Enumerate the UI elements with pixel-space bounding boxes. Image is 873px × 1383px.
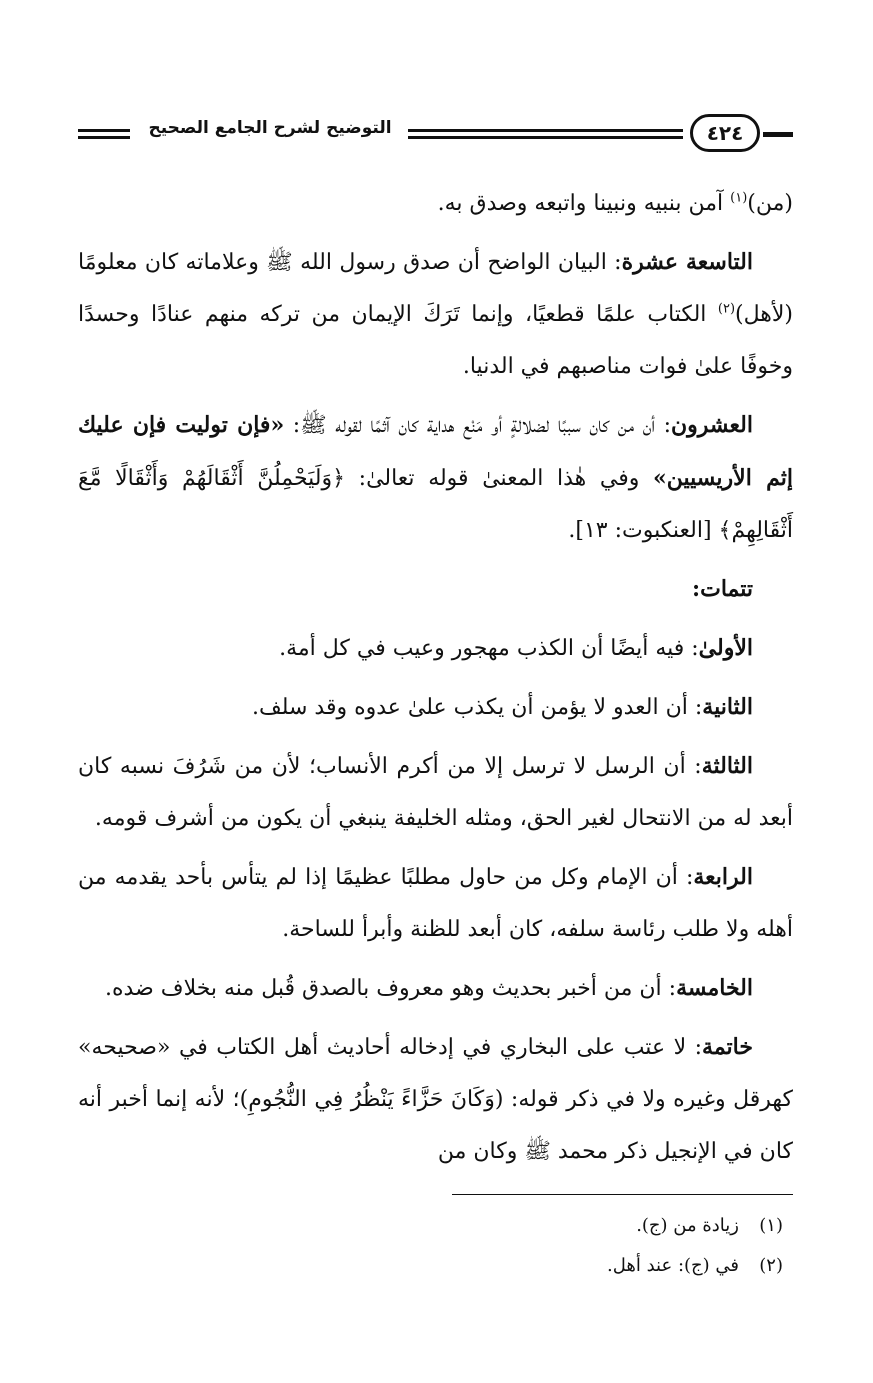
- quran-verse: ﴿وَلَيَحْمِلُنَّ أَثْقَالَهُمْ وَأَثْقَالًا مَّعَ أَثْقَالِهِمْ﴾: [78, 466, 793, 543]
- running-header: [78, 112, 793, 162]
- paragraph-twentieth: [78, 399, 793, 557]
- header-double-rule-left: [78, 129, 130, 139]
- page-number-badge: ٤٢٤: [690, 114, 760, 152]
- paragraph-heading: الرابعة: [693, 864, 753, 890]
- footnote-text: زيادة من (ج).: [636, 1215, 739, 1236]
- paragraph-heading: خاتمة: [702, 1034, 753, 1060]
- paragraph-text: : أن من كان سببًا لضلالةٍ أو مَنْع هداية كان آثمًا لقوله ﷺ:: [292, 413, 672, 438]
- paragraph-heading: التاسعة عشرة: [621, 249, 753, 275]
- footnote-number: (١): [759, 1215, 783, 1236]
- paragraph-first: [78, 622, 793, 675]
- footnote-text: في (ج): عند أهل.: [607, 1255, 739, 1276]
- paragraph-text: الكتاب علمًا قطعيًا، وإنما تَرَكَ الإيمان من تركه منهم عنادًا وحسدًا وخوفًا علىٰ فوات مناصبهم في الدنيا.: [78, 302, 793, 379]
- paragraph-text: آمن بنبيه ونبينا واتبعه وصدق به.: [437, 191, 731, 216]
- hadith-quote: «فإن توليت فإن عليك إثم الأريسيين»: [78, 412, 793, 491]
- paragraph-text: : فيه أيضًا أن الكذب مهجور وعيب في كل أمة.: [279, 636, 699, 661]
- paragraph-text: : أن من أخبر بحديث وهو معروف بالصدق قُبل منه بخلاف ضده.: [105, 976, 677, 1001]
- paragraph-conclusion: [78, 1021, 793, 1178]
- footnote-ref-2: (٢): [717, 301, 736, 317]
- paragraph-text: : أن الإمام وكل من حاول مطلبًا عظيمًا إذا لم يتأس بأحد يقدمه من أهله ولا طلب رئاسة سلفه، كان أبعد للظنة وأبرأ للساحة.: [78, 865, 793, 942]
- section-heading-supplements: [78, 563, 793, 616]
- footnote-2: [78, 1246, 793, 1286]
- paragraph-heading: الخامسة: [676, 975, 753, 1001]
- verse-citation: [العنكبوت: ١٣].: [568, 518, 719, 543]
- paragraph-heading: الثالثة: [701, 753, 753, 779]
- header-double-rule-middle: [408, 129, 683, 139]
- footnote-separator: [452, 1194, 793, 1195]
- paragraph-third: [78, 740, 793, 845]
- paragraph-fifth: [78, 962, 793, 1015]
- page-body: [78, 178, 793, 1184]
- paragraph-text: (من): [747, 191, 793, 216]
- paragraph-nineteenth: [78, 236, 793, 393]
- header-rule-right: [763, 132, 793, 137]
- footnote-number: (٢): [759, 1255, 783, 1276]
- paragraph-continuation: [78, 178, 793, 230]
- paragraph-text: : البيان الواضح أن صدق رسول الله ﷺ وعلاماته كان معلومًا (لأهل): [78, 250, 793, 327]
- section-heading: تتمات:: [691, 576, 753, 602]
- paragraph-second: [78, 681, 793, 734]
- paragraph-text: : أن الرسل لا ترسل إلا من أكرم الأنساب؛ لأن من شَرُفَ نسبه كان أبعد له من الانتحال لغير الحق، ومثله الخليفة ينبغي أن يكون من أشرف قومه.: [78, 754, 793, 831]
- paragraph-text: : لا عتب على البخاري في إدخاله أحاديث أهل الكتاب في «صحيحه» كهرقل وغيره ولا في ذكر قوله: (وَكَانَ حَزَّاءً يَنْظُرُ فِي النُّجُومِ)؛ لأنه إنما أخبر أنه كان في الإنجيل ذكر محمد ﷺ وكان من: [78, 1035, 793, 1164]
- header-book-title: التوضيح لشرح الجامع الصحيح: [148, 118, 392, 138]
- footnote-1: [78, 1206, 793, 1246]
- footnotes: [78, 1206, 793, 1286]
- paragraph-fourth: [78, 851, 793, 956]
- paragraph-heading: العشرون: [671, 412, 753, 438]
- paragraph-heading: الأولىٰ: [698, 635, 753, 661]
- paragraph-text: وفي هٰذا المعنىٰ قوله تعالىٰ:: [358, 466, 653, 491]
- paragraph-text: : أن العدو لا يؤمن أن يكذب علىٰ عدوه وقد سلف.: [251, 695, 703, 720]
- paragraph-heading: الثانية: [702, 694, 753, 720]
- footnote-ref-1: (١): [730, 190, 748, 206]
